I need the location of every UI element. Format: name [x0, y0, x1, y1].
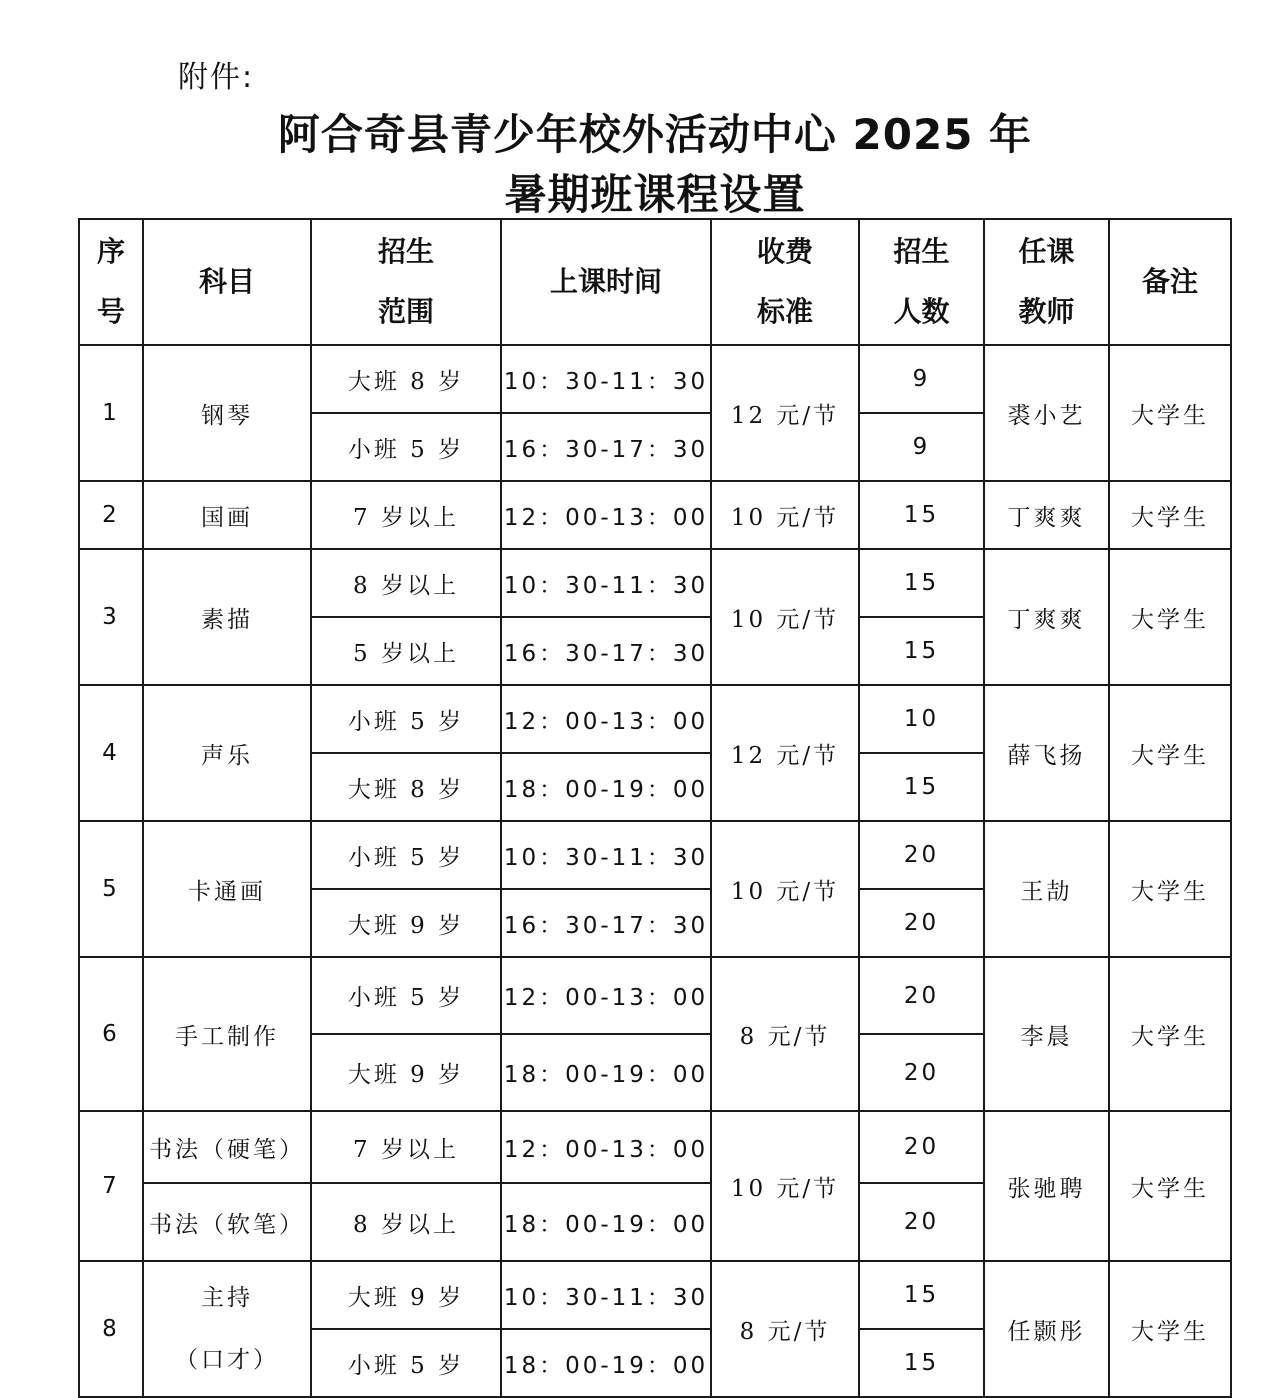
- table-row: [79, 345, 1231, 413]
- range-cell: 7 岁以上: [311, 1111, 501, 1183]
- teacher-cell: 张驰聘: [984, 1111, 1109, 1261]
- table-row: [79, 481, 1231, 549]
- count-cell: 20: [859, 957, 984, 1034]
- range-cell: 5 岁以上: [311, 617, 501, 685]
- time-cell: 12：00-13：00: [501, 957, 711, 1034]
- count-cell: 15: [859, 617, 984, 685]
- subject-cell: 手工制作: [143, 957, 311, 1111]
- course-table: [78, 218, 1232, 1398]
- seq-cell: 5: [79, 821, 143, 957]
- header-subject: 科目: [143, 219, 311, 345]
- seq-cell: 3: [79, 549, 143, 685]
- fee-cell: 10 元/节: [711, 481, 859, 549]
- count-cell: 15: [859, 1329, 984, 1397]
- subject-cell: 卡通画: [143, 821, 311, 957]
- count-cell: 15: [859, 481, 984, 549]
- fee-cell: 8 元/节: [711, 1261, 859, 1397]
- time-cell: 12：00-13：00: [501, 1111, 711, 1183]
- range-cell: 小班 5 岁: [311, 1329, 501, 1397]
- fee-cell: 10 元/节: [711, 549, 859, 685]
- header-teacher: 任课 教师: [984, 219, 1109, 345]
- subject-cell: 素描: [143, 549, 311, 685]
- header-count: 招生 人数: [859, 219, 984, 345]
- time-cell: 18：00-19：00: [501, 1329, 711, 1397]
- range-cell: 小班 5 岁: [311, 821, 501, 889]
- count-cell: 20: [859, 889, 984, 957]
- range-cell: 大班 9 岁: [311, 889, 501, 957]
- count-cell: 20: [859, 1034, 984, 1111]
- table-row: [79, 957, 1231, 1034]
- time-cell: 16：30-17：30: [501, 413, 711, 481]
- table-row: [79, 1111, 1231, 1183]
- header-seq: 序 号: [79, 219, 143, 345]
- time-cell: 12：00-13：00: [501, 685, 711, 753]
- remark-cell: 大学生: [1109, 1261, 1231, 1397]
- subject-cell: 书法（硬笔）: [143, 1111, 311, 1183]
- range-cell: 8 岁以上: [311, 549, 501, 617]
- remark-cell: 大学生: [1109, 685, 1231, 821]
- table-row: [79, 549, 1231, 617]
- table-row: [79, 821, 1231, 889]
- teacher-cell: 丁爽爽: [984, 481, 1109, 549]
- seq-cell: 6: [79, 957, 143, 1111]
- count-cell: 15: [859, 1261, 984, 1329]
- fee-cell: 12 元/节: [711, 685, 859, 821]
- count-cell: 20: [859, 1183, 984, 1261]
- seq-cell: 7: [79, 1111, 143, 1261]
- range-cell: 8 岁以上: [311, 1183, 501, 1261]
- seq-cell: 8: [79, 1261, 143, 1397]
- range-cell: 小班 5 岁: [311, 413, 501, 481]
- remark-cell: 大学生: [1109, 821, 1231, 957]
- document-title: 阿合奇县青少年校外活动中心 2025 年: [277, 110, 1033, 159]
- remark-cell: 大学生: [1109, 1111, 1231, 1261]
- time-cell: 16：30-17：30: [501, 889, 711, 957]
- teacher-cell: 任颢彤: [984, 1261, 1109, 1397]
- count-cell: 20: [859, 821, 984, 889]
- subject-cell: 书法（软笔）: [143, 1183, 311, 1261]
- header-fee: 收费 标准: [711, 219, 859, 345]
- seq-cell: 2: [79, 481, 143, 549]
- remark-cell: 大学生: [1109, 481, 1231, 549]
- subject-cell: 国画: [143, 481, 311, 549]
- fee-cell: 10 元/节: [711, 1111, 859, 1261]
- count-cell: 9: [859, 345, 984, 413]
- range-cell: 小班 5 岁: [311, 957, 501, 1034]
- teacher-cell: 李晨: [984, 957, 1109, 1111]
- range-cell: 大班 8 岁: [311, 345, 501, 413]
- fee-cell: 8 元/节: [711, 957, 859, 1111]
- attachment-label: 附件:: [178, 60, 255, 95]
- count-cell: 20: [859, 1111, 984, 1183]
- fee-cell: 12 元/节: [711, 345, 859, 481]
- time-cell: 16：30-17：30: [501, 617, 711, 685]
- time-cell: 18：00-19：00: [501, 1183, 711, 1261]
- fee-cell: 10 元/节: [711, 821, 859, 957]
- range-cell: 小班 5 岁: [311, 685, 501, 753]
- time-cell: 10：30-11：30: [501, 549, 711, 617]
- time-cell: 12：00-13：00: [501, 481, 711, 549]
- remark-cell: 大学生: [1109, 957, 1231, 1111]
- time-cell: 18：00-19：00: [501, 1034, 711, 1111]
- teacher-cell: 丁爽爽: [984, 549, 1109, 685]
- subject-cell: 主持 （口才）: [143, 1261, 311, 1397]
- subject-cell: 钢琴: [143, 345, 311, 481]
- time-cell: 10：30-11：30: [501, 345, 711, 413]
- table-row: [79, 1261, 1231, 1329]
- subject-cell: 声乐: [143, 685, 311, 821]
- header-row: [79, 219, 1231, 345]
- header-time: 上课时间: [501, 219, 711, 345]
- time-cell: 18：00-19：00: [501, 753, 711, 821]
- range-cell: 7 岁以上: [311, 481, 501, 549]
- count-cell: 10: [859, 685, 984, 753]
- teacher-cell: 王劼: [984, 821, 1109, 957]
- count-cell: 15: [859, 753, 984, 821]
- time-cell: 10：30-11：30: [501, 821, 711, 889]
- header-remark: 备注: [1109, 219, 1231, 345]
- header-range: 招生 范围: [311, 219, 501, 345]
- time-cell: 10：30-11：30: [501, 1261, 711, 1329]
- count-cell: 9: [859, 413, 984, 481]
- seq-cell: 4: [79, 685, 143, 821]
- teacher-cell: 薛飞扬: [984, 685, 1109, 821]
- table-row: [79, 685, 1231, 753]
- teacher-cell: 裘小艺: [984, 345, 1109, 481]
- range-cell: 大班 9 岁: [311, 1261, 501, 1329]
- remark-cell: 大学生: [1109, 549, 1231, 685]
- document-subtitle: 暑期班课程设置: [504, 170, 806, 219]
- range-cell: 大班 9 岁: [311, 1034, 501, 1111]
- range-cell: 大班 8 岁: [311, 753, 501, 821]
- remark-cell: 大学生: [1109, 345, 1231, 481]
- seq-cell: 1: [79, 345, 143, 481]
- count-cell: 15: [859, 549, 984, 617]
